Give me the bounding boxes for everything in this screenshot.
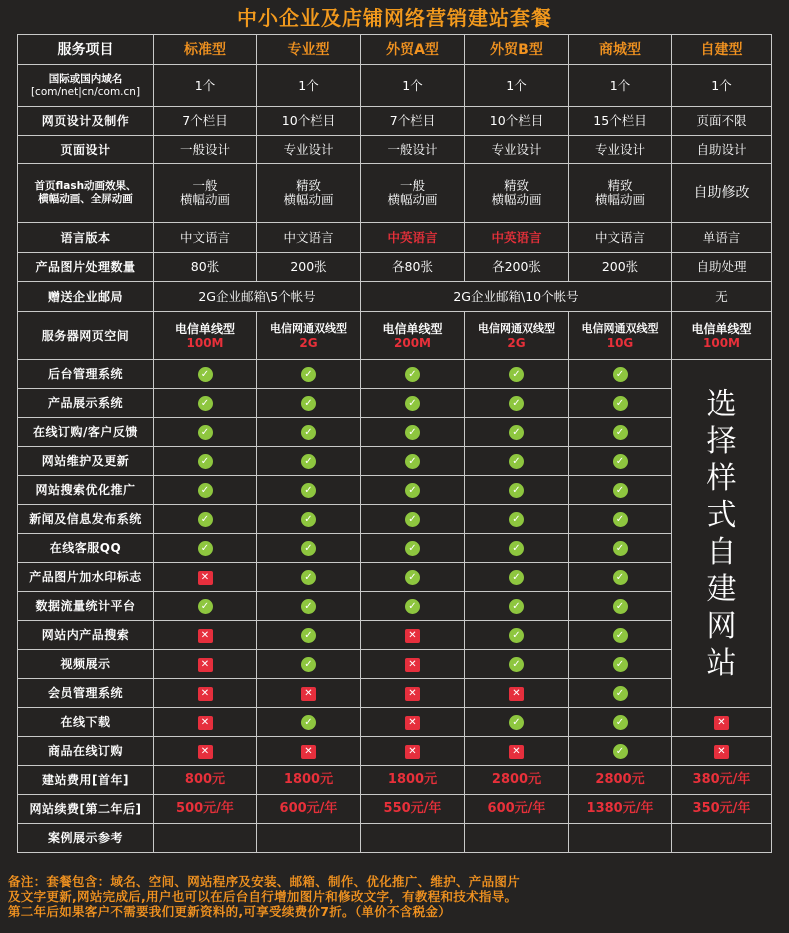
fee-value: 500元/年 [154, 795, 257, 824]
feature-label: 在线客服QQ [18, 534, 154, 563]
row-label: 产品图片处理数量 [18, 253, 154, 282]
check-circle-icon: ✓ [613, 657, 628, 672]
feature-mark-cell [154, 418, 257, 447]
cell-value: 200张 [257, 253, 361, 282]
feature-mark-cell [257, 505, 361, 534]
cell-value: 自助处理 [672, 253, 772, 282]
row-label: 语言版本 [18, 223, 154, 253]
row-label: 网站续费[第二年后] [18, 795, 154, 824]
feature-row [18, 505, 772, 534]
feature-mark-cell [569, 476, 672, 505]
feature-label: 视频展示 [18, 650, 154, 679]
feature-mark-cell [569, 621, 672, 650]
row-cases [18, 824, 772, 853]
cross-box-icon: ✕ [301, 745, 316, 759]
cell-value: 1个 [154, 65, 257, 107]
check-circle-icon: ✓ [198, 396, 213, 411]
check-circle-icon: ✓ [198, 425, 213, 440]
feature-mark-cell [361, 418, 465, 447]
cell-server: 电信单线型 200M [361, 312, 465, 360]
feature-mark-cell [569, 418, 672, 447]
cross-box-icon: ✕ [198, 658, 213, 672]
feature-mark-cell [361, 650, 465, 679]
cell-value: 一般 横幅动画 [361, 164, 465, 223]
cross-box-icon: ✕ [198, 716, 213, 730]
feature-label: 后台管理系统 [18, 360, 154, 389]
cell-value: 专业设计 [465, 136, 569, 164]
check-circle-icon: ✓ [405, 454, 420, 469]
check-circle-icon: ✓ [613, 425, 628, 440]
check-circle-icon: ✓ [613, 744, 628, 759]
cell-value: 中文语言 [569, 223, 672, 253]
cell-value: 80张 [154, 253, 257, 282]
cell-value: 专业设计 [569, 136, 672, 164]
check-circle-icon: ✓ [301, 512, 316, 527]
feature-mark-cell [257, 737, 361, 766]
feature-mark-cell [361, 534, 465, 563]
cell-value: 7个栏目 [361, 107, 465, 136]
row-server [18, 312, 772, 360]
check-circle-icon: ✓ [509, 541, 524, 556]
check-circle-icon: ✓ [301, 570, 316, 585]
check-circle-icon: ✓ [613, 715, 628, 730]
fee-value: 2800元 [465, 766, 569, 795]
feature-mark-cell [569, 708, 672, 737]
feature-mark-cell [465, 708, 569, 737]
check-circle-icon: ✓ [509, 657, 524, 672]
cross-box-icon: ✕ [198, 571, 213, 585]
cell-value: 7个栏目 [154, 107, 257, 136]
feature-row [18, 592, 772, 621]
cell-value: 精致 横幅动画 [257, 164, 361, 223]
feature-mark-cell [361, 563, 465, 592]
page-title: 中小企业及店铺网络营销建站套餐 [237, 6, 552, 30]
row-domain [18, 65, 772, 107]
feature-mark-cell [361, 476, 465, 505]
cell-value: 中文语言 [154, 223, 257, 253]
feature-mark-cell [465, 592, 569, 621]
feature-mark-cell [569, 389, 672, 418]
feature-row [18, 534, 772, 563]
note-line: 第二年后如果客户不需要我们更新资料的,可享受续费价7折。（单价不含税金） [8, 904, 451, 919]
feature-mark-cell [361, 505, 465, 534]
feature-label: 新闻及信息发布系统 [18, 505, 154, 534]
feature-mark-cell [465, 418, 569, 447]
feature-mark-cell [154, 360, 257, 389]
feature-mark-cell [569, 592, 672, 621]
check-circle-icon: ✓ [198, 599, 213, 614]
cell-value-highlight: 中英语言 [465, 223, 569, 253]
check-circle-icon: ✓ [509, 454, 524, 469]
feature-label: 产品展示系统 [18, 389, 154, 418]
plan-standard: 标准型 [154, 35, 257, 65]
feature-mark-cell [361, 621, 465, 650]
fee-value: 1800元 [361, 766, 465, 795]
cell-value: 精致 横幅动画 [569, 164, 672, 223]
feature-mark-cell [257, 592, 361, 621]
cell-value: 200张 [569, 253, 672, 282]
check-circle-icon: ✓ [301, 454, 316, 469]
check-circle-icon: ✓ [509, 425, 524, 440]
cross-box-icon: ✕ [405, 716, 420, 730]
cross-box-icon: ✕ [198, 687, 213, 701]
plan-trade-b: 外贸B型 [465, 35, 569, 65]
feature-row [18, 418, 772, 447]
feature-mark-cell [257, 360, 361, 389]
check-circle-icon: ✓ [405, 367, 420, 382]
cross-box-icon: ✕ [509, 687, 524, 701]
cross-box-icon: ✕ [405, 745, 420, 759]
row-page-design [18, 136, 772, 164]
feature-mark-cell [465, 650, 569, 679]
row-language [18, 223, 772, 253]
row-build-fee [18, 766, 772, 795]
feature-label: 在线下载 [18, 708, 154, 737]
plan-professional: 专业型 [257, 35, 361, 65]
cross-box-icon: ✕ [405, 658, 420, 672]
feature-label: 产品图片加水印标志 [18, 563, 154, 592]
feature-mark-cell [361, 389, 465, 418]
feature-mark-cell [257, 621, 361, 650]
fee-value: 350元/年 [672, 795, 772, 824]
feature-row [18, 360, 772, 389]
footer-note [8, 874, 783, 919]
feature-mark-cell [154, 737, 257, 766]
check-circle-icon: ✓ [301, 425, 316, 440]
check-circle-icon: ✓ [301, 628, 316, 643]
feature-mark-cell [465, 621, 569, 650]
feature-mark-cell [257, 563, 361, 592]
feature-row [18, 650, 772, 679]
check-circle-icon: ✓ [613, 628, 628, 643]
cross-box-icon: ✕ [198, 745, 213, 759]
cell-server: 电信网通双线型 2G [465, 312, 569, 360]
check-circle-icon: ✓ [301, 483, 316, 498]
feature-label: 商品在线订购 [18, 737, 154, 766]
feature-label: 在线订购/客户反馈 [18, 418, 154, 447]
check-circle-icon: ✓ [405, 570, 420, 585]
cross-box-icon: ✕ [405, 629, 420, 643]
row-label: 案例展示参考 [18, 824, 154, 853]
check-circle-icon: ✓ [405, 396, 420, 411]
check-circle-icon: ✓ [198, 483, 213, 498]
check-circle-icon: ✓ [301, 599, 316, 614]
check-circle-icon: ✓ [509, 599, 524, 614]
fee-value: 550元/年 [361, 795, 465, 824]
feature-mark-cell [257, 650, 361, 679]
header-label: 服务项目 [18, 35, 154, 65]
cell-value: 15个栏目 [569, 107, 672, 136]
feature-mark-cell [569, 737, 672, 766]
feature-mark-cell [465, 476, 569, 505]
cell-email-custom: 无 [672, 282, 772, 312]
case-link-cell[interactable] [465, 824, 569, 853]
cell-value: 1个 [257, 65, 361, 107]
cell-value: 单语言 [672, 223, 772, 253]
feature-mark-cell [361, 679, 465, 708]
feature-mark-cell [257, 708, 361, 737]
row-email [18, 282, 772, 312]
feature-label: 网站内产品搜索 [18, 621, 154, 650]
feature-mark-cell [154, 476, 257, 505]
check-circle-icon: ✓ [301, 657, 316, 672]
feature-mark-cell [257, 476, 361, 505]
plan-custom: 自建型 [672, 35, 772, 65]
feature-mark-cell [257, 389, 361, 418]
row-design-make [18, 107, 772, 136]
note-line: 备注：套餐包含：域名、空间、网站程序及安装、邮箱、制作、优化推广、维护、产品图片 [8, 874, 521, 889]
feature-mark-cell [465, 679, 569, 708]
cell-value: 1个 [672, 65, 772, 107]
feature-mark-cell [154, 534, 257, 563]
feature-mark-cell [257, 418, 361, 447]
feature-mark-cell [569, 650, 672, 679]
feature-mark-cell [465, 360, 569, 389]
cell-server: 电信网通双线型 2G [257, 312, 361, 360]
check-circle-icon: ✓ [613, 454, 628, 469]
feature-row [18, 389, 772, 418]
feature-mark-cell [465, 737, 569, 766]
row-label: 页面设计 [18, 136, 154, 164]
check-circle-icon: ✓ [613, 512, 628, 527]
feature-mark-cell [569, 679, 672, 708]
cell-email-group1: 2G企业邮箱\5个帐号 [154, 282, 361, 312]
feature-mark-cell [569, 360, 672, 389]
feature-label: 数据流量统计平台 [18, 592, 154, 621]
cell-value: 1个 [465, 65, 569, 107]
case-link-cell[interactable] [257, 824, 361, 853]
check-circle-icon: ✓ [301, 367, 316, 382]
fee-value: 800元 [154, 766, 257, 795]
check-circle-icon: ✓ [509, 570, 524, 585]
check-circle-icon: ✓ [509, 628, 524, 643]
row-label: 服务器网页空间 [18, 312, 154, 360]
feature-row [18, 563, 772, 592]
cell-value: 自助修改 [672, 164, 772, 223]
cell-value: 1个 [569, 65, 672, 107]
row-renew-fee [18, 795, 772, 824]
feature-mark-cell [154, 447, 257, 476]
feature-mark-cell [154, 563, 257, 592]
plan-mall: 商城型 [569, 35, 672, 65]
check-circle-icon: ✓ [509, 715, 524, 730]
case-link-cell[interactable] [361, 824, 465, 853]
feature-row [18, 737, 772, 766]
cross-box-icon: ✕ [509, 745, 524, 759]
check-circle-icon: ✓ [198, 367, 213, 382]
cell-value: 页面不限 [672, 107, 772, 136]
feature-label: 网站维护及更新 [18, 447, 154, 476]
feature-mark-cell [569, 447, 672, 476]
feature-mark-cell [257, 447, 361, 476]
check-circle-icon: ✓ [405, 425, 420, 440]
cell-value: 专业设计 [257, 136, 361, 164]
feature-mark-cell [465, 534, 569, 563]
check-circle-icon: ✓ [301, 715, 316, 730]
cell-value: 一般设计 [154, 136, 257, 164]
check-circle-icon: ✓ [613, 483, 628, 498]
cross-box-icon: ✕ [301, 687, 316, 701]
feature-mark-cell [154, 679, 257, 708]
feature-mark-cell [154, 621, 257, 650]
feature-mark-cell [361, 447, 465, 476]
cell-server: 电信网通双线型 10G [569, 312, 672, 360]
check-circle-icon: ✓ [613, 367, 628, 382]
row-label: 赠送企业邮局 [18, 282, 154, 312]
check-circle-icon: ✓ [198, 512, 213, 527]
feature-mark-cell [154, 708, 257, 737]
cell-value: 10个栏目 [465, 107, 569, 136]
fee-value: 600元/年 [257, 795, 361, 824]
check-circle-icon: ✓ [509, 512, 524, 527]
fee-value: 2800元 [569, 766, 672, 795]
feature-label: 网站搜索优化推广 [18, 476, 154, 505]
feature-mark-cell [465, 563, 569, 592]
feature-row [18, 679, 772, 708]
cell-value: 各200张 [465, 253, 569, 282]
feature-mark-cell [154, 650, 257, 679]
row-flash [18, 164, 772, 223]
row-label: 建站费用[首年] [18, 766, 154, 795]
feature-mark-cell [154, 505, 257, 534]
check-circle-icon: ✓ [405, 541, 420, 556]
header-row [18, 35, 772, 65]
cell-server: 电信单线型 100M [154, 312, 257, 360]
check-circle-icon: ✓ [198, 454, 213, 469]
check-circle-icon: ✓ [405, 512, 420, 527]
case-link-cell[interactable] [569, 824, 672, 853]
case-link-cell[interactable] [154, 824, 257, 853]
feature-mark-cell [257, 679, 361, 708]
fee-value: 380元/年 [672, 766, 772, 795]
feature-mark-cell [465, 447, 569, 476]
cell-value: 精致 横幅动画 [465, 164, 569, 223]
cell-value: 一般 横幅动画 [154, 164, 257, 223]
note-line: 及文字更新,网站完成后,用户也可以在后台自行增加图片和修改文字，有教程和技术指导。 [8, 889, 518, 904]
feature-mark-cell [465, 505, 569, 534]
case-link-cell[interactable] [672, 824, 772, 853]
feature-mark-cell [257, 534, 361, 563]
feature-mark-cell [672, 737, 772, 766]
feature-mark-cell [154, 592, 257, 621]
custom-build-note: 选择样式自建网站 [672, 360, 772, 708]
feature-mark-cell [361, 360, 465, 389]
row-label-domain: 国际或国内域名 [com/net|cn/com.cn] [18, 65, 154, 107]
check-circle-icon: ✓ [613, 541, 628, 556]
check-circle-icon: ✓ [613, 570, 628, 585]
feature-label: 会员管理系统 [18, 679, 154, 708]
feature-mark-cell [465, 389, 569, 418]
cell-value: 各80张 [361, 253, 465, 282]
feature-row [18, 476, 772, 505]
check-circle-icon: ✓ [613, 396, 628, 411]
feature-mark-cell [569, 505, 672, 534]
feature-mark-cell [569, 563, 672, 592]
check-circle-icon: ✓ [198, 541, 213, 556]
row-label: 网页设计及制作 [18, 107, 154, 136]
cross-box-icon: ✕ [714, 716, 729, 730]
row-images [18, 253, 772, 282]
check-circle-icon: ✓ [509, 367, 524, 382]
check-circle-icon: ✓ [301, 541, 316, 556]
row-label-flash: 首页flash动画效果、 横幅动画、全屏动画 [18, 164, 154, 223]
cell-value: 10个栏目 [257, 107, 361, 136]
check-circle-icon: ✓ [405, 599, 420, 614]
feature-row [18, 708, 772, 737]
feature-row [18, 447, 772, 476]
cross-box-icon: ✕ [405, 687, 420, 701]
feature-mark-cell [361, 708, 465, 737]
feature-mark-cell [154, 389, 257, 418]
cell-value: 1个 [361, 65, 465, 107]
check-circle-icon: ✓ [509, 396, 524, 411]
fee-value: 1800元 [257, 766, 361, 795]
feature-mark-cell [361, 737, 465, 766]
feature-mark-cell [361, 592, 465, 621]
check-circle-icon: ✓ [301, 396, 316, 411]
feature-mark-cell [672, 708, 772, 737]
cell-value-highlight: 中英语言 [361, 223, 465, 253]
fee-value: 1380元/年 [569, 795, 672, 824]
cell-email-group2: 2G企业邮箱\10个帐号 [361, 282, 672, 312]
cell-value: 自助设计 [672, 136, 772, 164]
check-circle-icon: ✓ [613, 599, 628, 614]
fee-value: 600元/年 [465, 795, 569, 824]
check-circle-icon: ✓ [613, 686, 628, 701]
plan-trade-a: 外贸A型 [361, 35, 465, 65]
feature-row [18, 621, 772, 650]
feature-mark-cell [569, 534, 672, 563]
check-circle-icon: ✓ [509, 483, 524, 498]
cross-box-icon: ✕ [714, 745, 729, 759]
cell-server: 电信单线型 100M [672, 312, 772, 360]
check-circle-icon: ✓ [405, 483, 420, 498]
package-table [17, 34, 772, 853]
cell-value: 中文语言 [257, 223, 361, 253]
cross-box-icon: ✕ [198, 629, 213, 643]
cell-value: 一般设计 [361, 136, 465, 164]
